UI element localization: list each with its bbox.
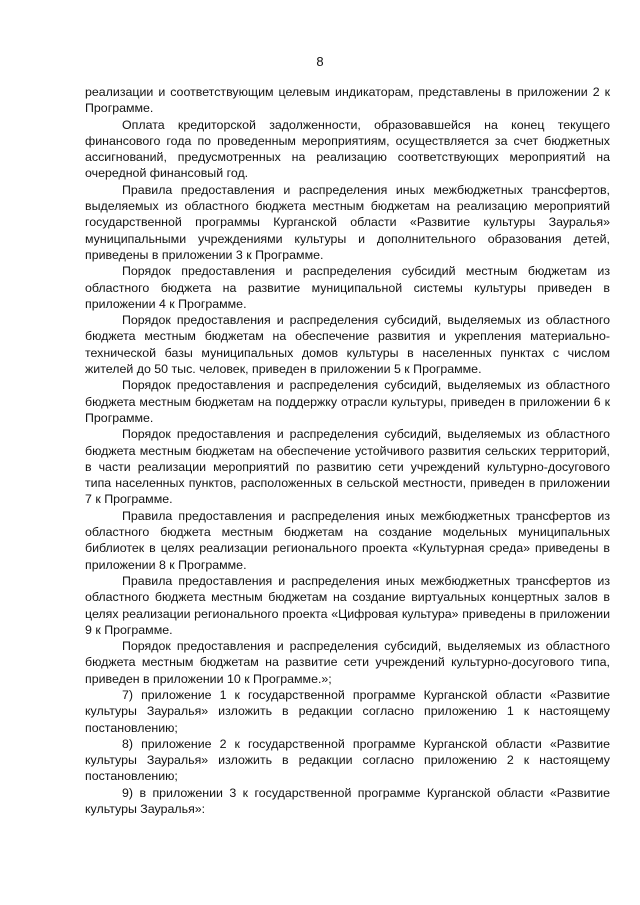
paragraph: Порядок предоставления и распределения субсидий местным бюджетам из областного бюджета на развитие муниципальной системы культуры приведен в приложении 4 к Программе. xyxy=(85,264,610,311)
paragraph: Правила предоставления и распределения иных межбюджетных трансфертов из областного бюджета местным бюджетам на создание модельных муниципальных библиотек в целях реализации регионального проекта «Культурная среда» приведены в приложении 8 к Программе. xyxy=(85,508,610,572)
paragraph: реализации и соответствующим целевым индикаторам, представлены в приложении 2 к Программе. xyxy=(85,85,610,116)
paragraph: Оплата кредиторской задолженности, образовавшейся на конец текущего финансового года по проведенным мероприятиям, осуществляется за счет бюджетных ассигнований, предусмотренных на реализацию соответствующих мероприятий на очередной финансовый год. xyxy=(85,117,610,181)
paragraph: Порядок предоставления и распределения субсидий, выделяемых из областного бюджета местным бюджетам на поддержку отрасли культуры, приведен в приложении 6 к Программе. xyxy=(85,378,610,425)
paragraph: 9) в приложении 3 к государственной программе Курганской области «Развитие культуры Зауралья»: xyxy=(85,785,610,817)
paragraph: Правила предоставления и распределения иных межбюджетных трансфертов, выделяемых из областного бюджета местным бюджетам на реализацию мероприятий государственной программы Курганской области «Развитие культуры Зауралья» муниципальными учреждениями культуры и дополнительного образования детей, приведены в приложении 3 к Программе. xyxy=(85,182,610,262)
page-number: 8 xyxy=(316,54,324,69)
paragraph: Порядок предоставления и распределения субсидий, выделяемых из областного бюджета местным бюджетам на обеспечение развития и укрепления материально-технической базы муниципальных домов культуры в населенных пунктах с числом жителей до 50 тыс. человек, приведен в приложении 5 к Программе. xyxy=(85,313,610,377)
paragraph: Правила предоставления и распределения иных межбюджетных трансфертов из областного бюджета местным бюджетам на создание виртуальных концертных залов в целях реализации регионального проекта «Цифровая культура» приведены в приложении 9 к Программе. xyxy=(85,573,610,637)
paragraph: 8) приложение 2 к государственной программе Курганской области «Развитие культуры Зауралья» изложить в редакции согласно приложению 2 к настоящему постановлению; xyxy=(85,736,610,784)
document-body xyxy=(85,84,610,817)
paragraph: Порядок предоставления и распределения субсидий, выделяемых из областного бюджета местным бюджетам на развитие сети учреждений культурно-досугового типа, приведен в приложении 10 к Программе.»; xyxy=(85,639,610,686)
paragraph: Порядок предоставления и распределения субсидий, выделяемых из областного бюджета местным бюджетам на обеспечение устойчивого развития сельских территорий, в части реализации мероприятий по развитию сети учреждений культурно-досугового типа населенных пунктов, расположенных в сельской местности, приведен в приложении 7 к Программе. xyxy=(85,427,610,507)
paragraph: 7) приложение 1 к государственной программе Курганской области «Развитие культуры Зауралья» изложить в редакции согласно приложению 1 к настоящему постановлению; xyxy=(85,687,610,735)
